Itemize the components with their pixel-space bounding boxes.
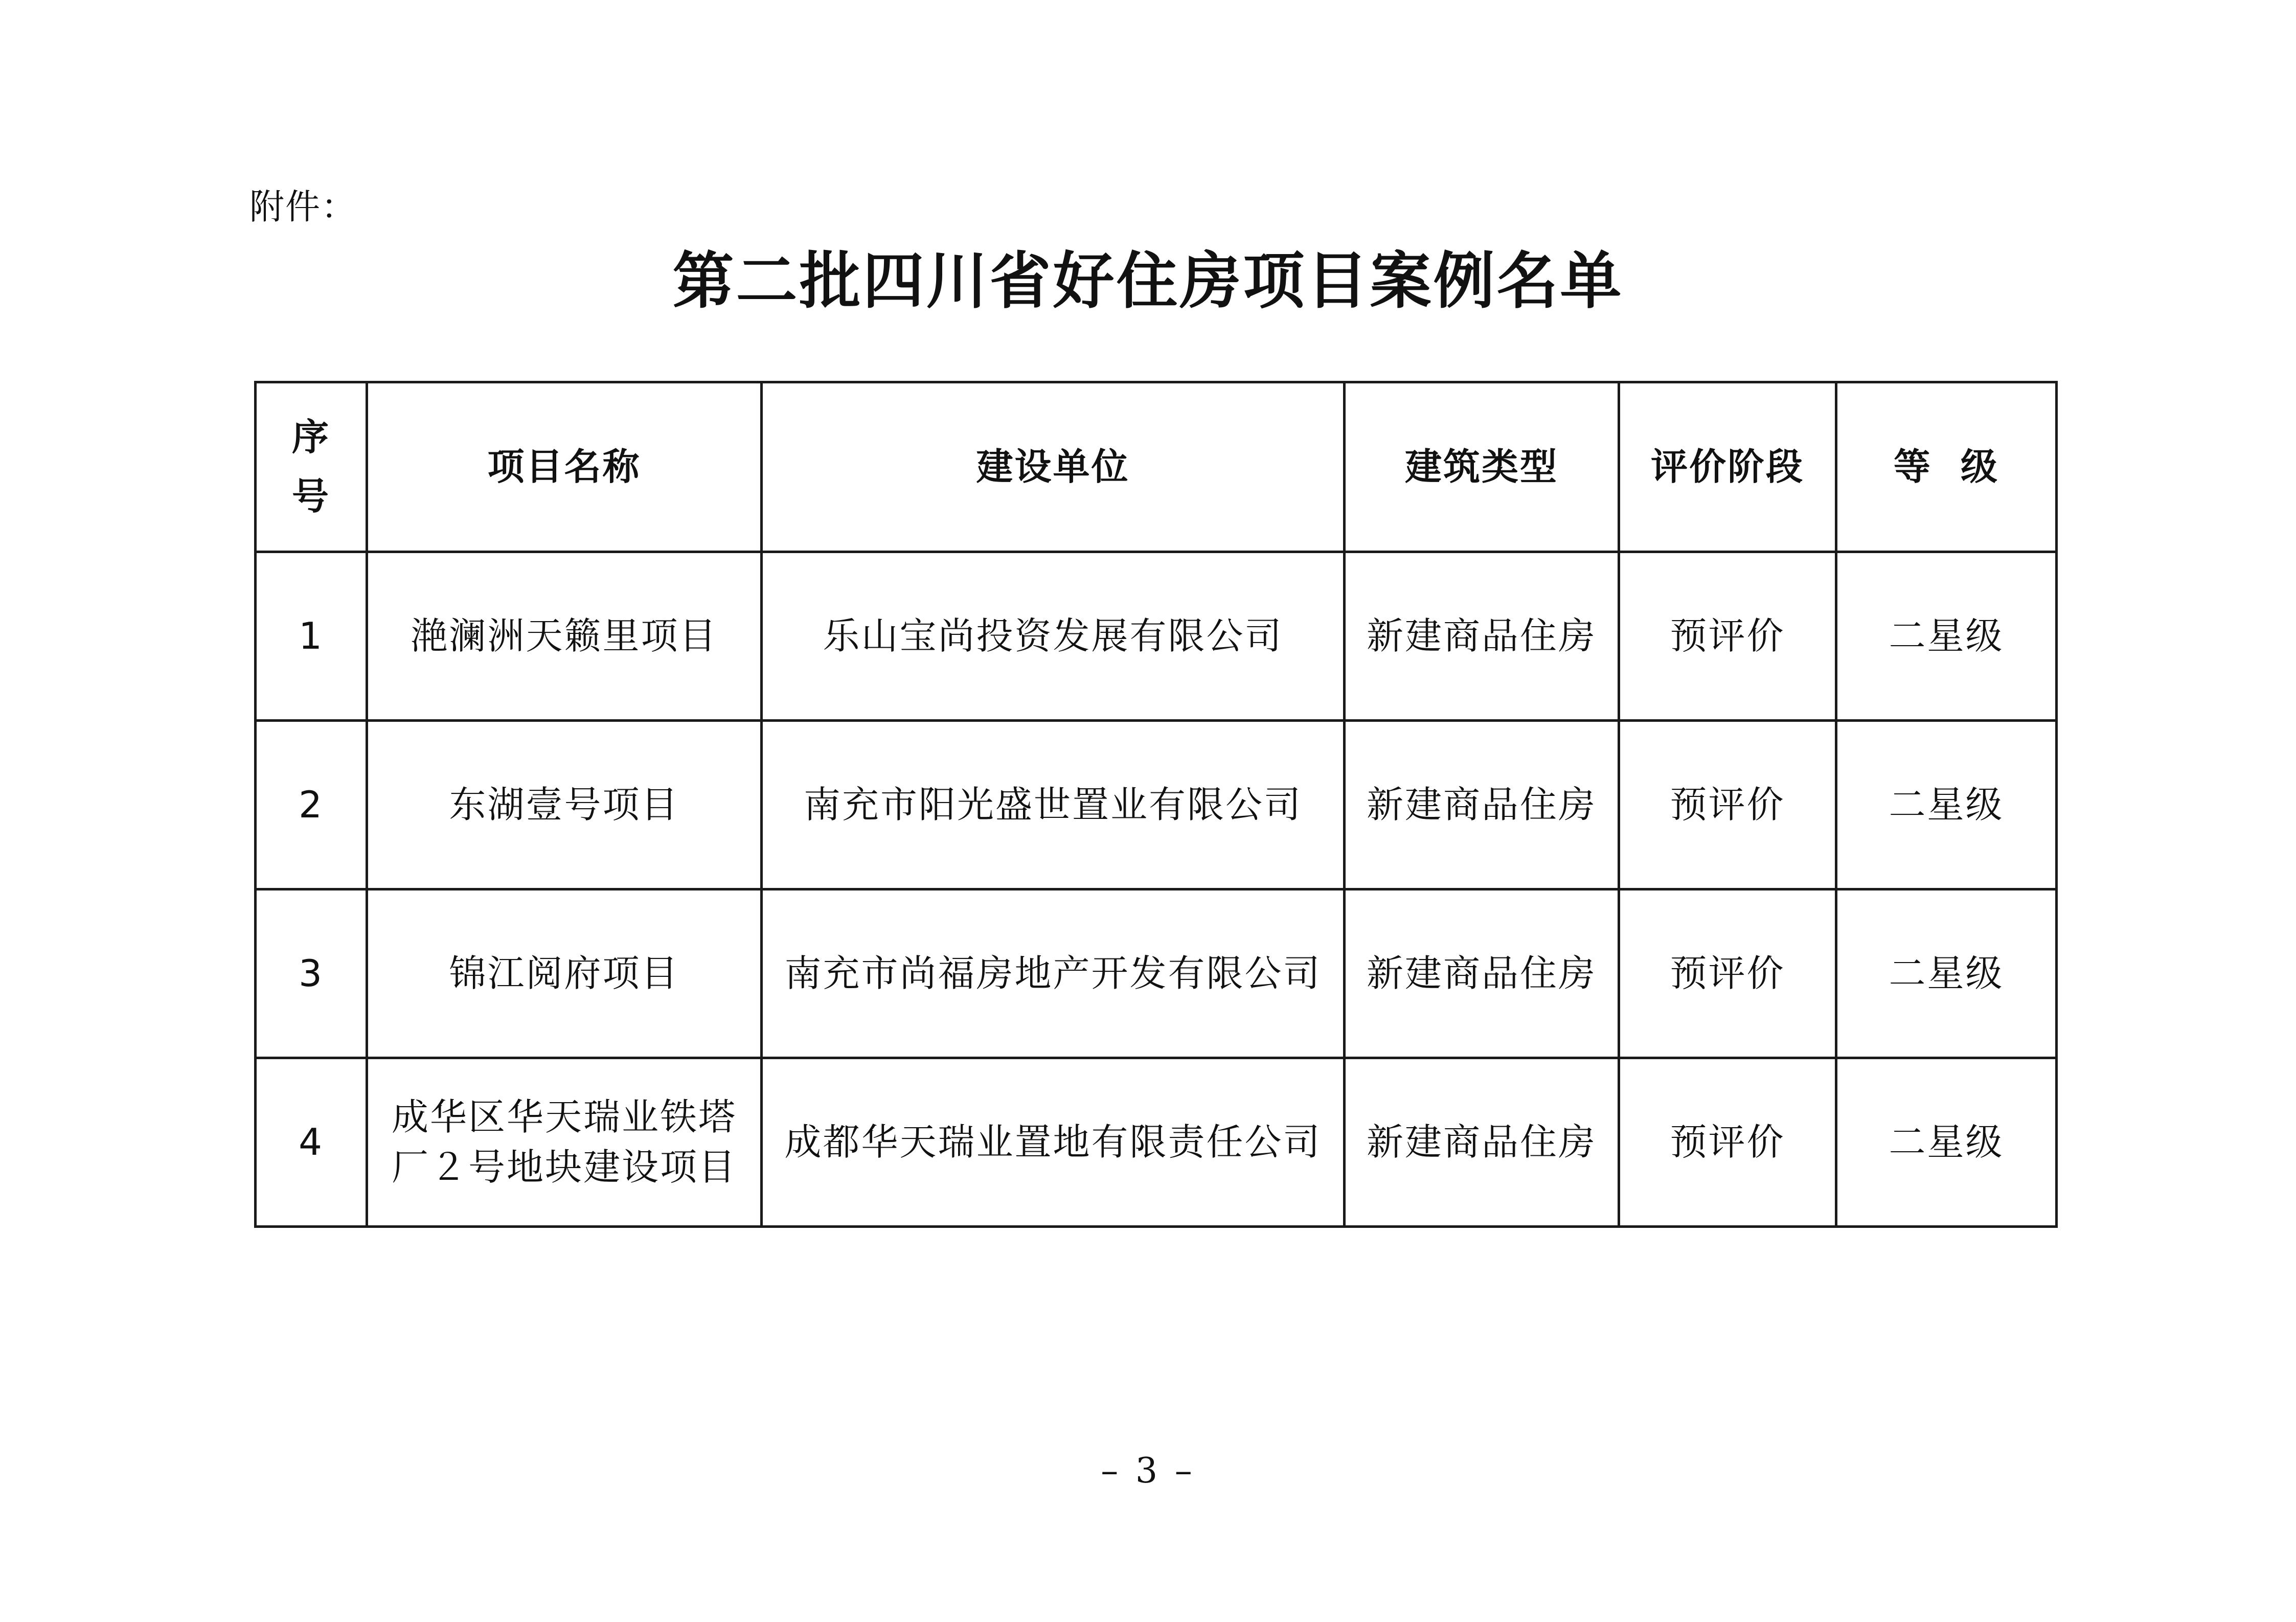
cell-building-type: 新建商品住房 — [1345, 721, 1619, 889]
cell-evaluation-stage: 预评价 — [1619, 889, 1836, 1058]
cell-grade: 二星级 — [1836, 552, 2057, 721]
cell-number: 2 — [256, 721, 367, 889]
table-row — [256, 1058, 2057, 1227]
cell-building-type: 新建商品住房 — [1345, 552, 1619, 721]
column-header-building-type: 建筑类型 — [1345, 382, 1619, 552]
cell-grade: 二星级 — [1836, 889, 2057, 1058]
cell-developer: 成都华天瑞业置地有限责任公司 — [762, 1058, 1345, 1227]
cell-project-name: 成华区华天瑞业铁塔厂２号地块建设项目 — [367, 1058, 762, 1227]
cell-developer: 南充市阳光盛世置业有限公司 — [762, 721, 1345, 889]
cell-developer: 乐山宝尚投资发展有限公司 — [762, 552, 1345, 721]
table-row — [256, 889, 2057, 1058]
cell-evaluation-stage: 预评价 — [1619, 552, 1836, 721]
cell-number: 1 — [256, 552, 367, 721]
cell-developer: 南充市尚福房地产开发有限公司 — [762, 889, 1345, 1058]
column-header-project-name: 项目名称 — [367, 382, 762, 552]
cell-evaluation-stage: 预评价 — [1619, 1058, 1836, 1227]
cell-project-name: 东湖壹号项目 — [367, 721, 762, 889]
column-header-grade: 等 级 — [1836, 382, 2057, 552]
column-header-number-line1: 序 — [291, 416, 330, 459]
column-header-evaluation-stage: 评价阶段 — [1619, 382, 1836, 552]
cell-grade: 二星级 — [1836, 1058, 2057, 1227]
cell-number: 3 — [256, 889, 367, 1058]
cell-building-type: 新建商品住房 — [1345, 1058, 1619, 1227]
column-header-developer: 建设单位 — [762, 382, 1345, 552]
table-row — [256, 721, 2057, 889]
cell-number: 4 — [256, 1058, 367, 1227]
table-row — [256, 552, 2057, 721]
cell-project-name: 滟澜洲天籁里项目 — [367, 552, 762, 721]
table-header-row — [256, 382, 2057, 552]
project-list-table — [254, 381, 2058, 1228]
document-title: 第二批四川省好住房项目案例名单 — [672, 245, 1624, 317]
cell-project-name: 锦江阅府项目 — [367, 889, 762, 1058]
column-header-number — [256, 382, 367, 552]
page-number: – 3 – — [1101, 1451, 1195, 1491]
cell-evaluation-stage: 预评价 — [1619, 721, 1836, 889]
attachment-label: 附件： — [249, 187, 357, 227]
cell-grade: 二星级 — [1836, 721, 2057, 889]
column-header-number-line2: 号 — [291, 474, 330, 518]
cell-building-type: 新建商品住房 — [1345, 889, 1619, 1058]
